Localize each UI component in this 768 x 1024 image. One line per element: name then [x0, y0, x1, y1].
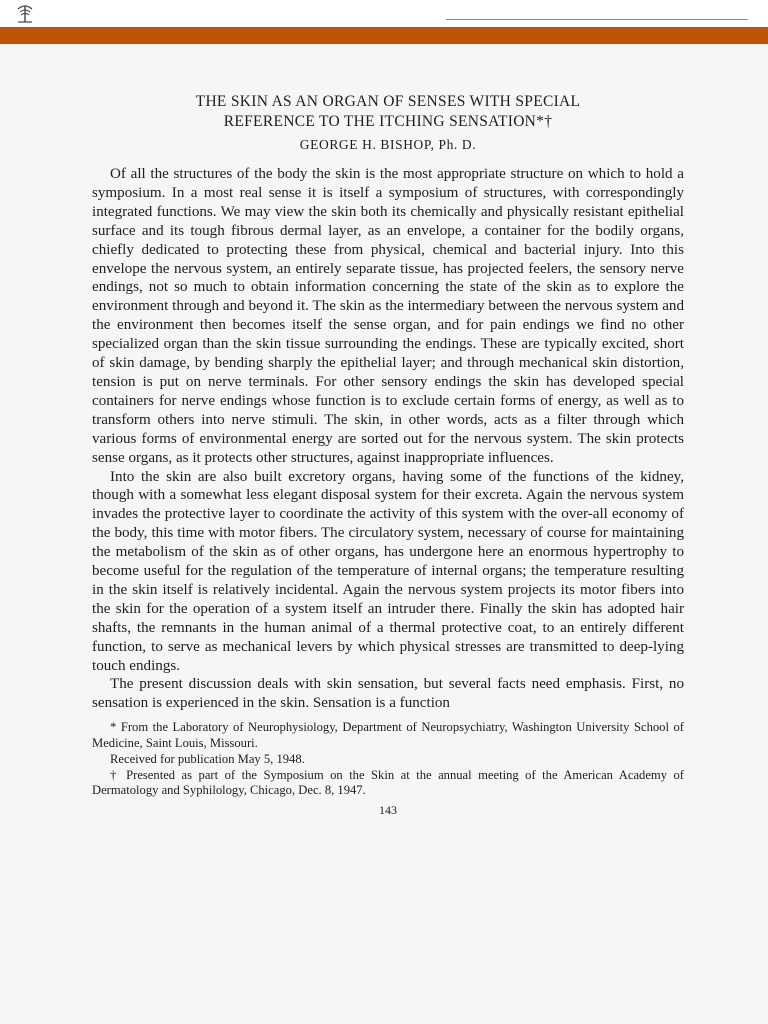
article-body: [92, 165, 684, 713]
header-rule: [446, 19, 748, 20]
page-number: 143: [379, 803, 397, 818]
footnotes: [92, 720, 684, 799]
tree-logo-icon: [14, 2, 36, 24]
title-line-2: REFERENCE TO THE ITCHING SENSATION*†: [223, 113, 553, 130]
paragraph: Into the skin are also built excretory organs, having some of the functions of the kidney, though with a somewhat less elegant disposal system for their excreta. Again the nervous system invades the protective layer to coordinate the activity of this system with the over-all economy of the body, this time with motor fibers. The circulatory system, necessary of course for maintaining the metabolism of the skin as of other organs, has undergone here an enormous hypertrophy to become useful for the regulation of the temperature of internal organs; the temperature resulting in the skin itself is relatively incidental. Again the nervous system projects its motor fibers into the skin for the operation of a system itself an intruder there. Finally the skin has adopted hair shafts, the remnants in the human animal of a thermal protective coat, to an entirely different function, to serve as mechanical levers by which physical stresses are transmitted to deep-lying touch endings.: [92, 468, 684, 674]
header-band: [0, 27, 768, 44]
paragraph: The present discussion deals with skin sensation, but several facts need emphasis. First, no sensation is experienced in the skin. Sensation is a function: [92, 676, 684, 712]
author-name: GEORGE H. BISHOP, Ph. D.: [299, 137, 477, 152]
title-line-1: THE SKIN AS AN ORGAN OF SENSES WITH SPECIAL: [195, 93, 581, 110]
paragraph: Of all the structures of the body the skin is the most appropriate structure on which to hold a symposium. In a most real sense it is itself a symposium of structures, with correspondingly integrated functions. We may view the skin both its chemically and physically resistant epithelial surface and its tough fibrous dermal layer, as an envelope, a container for the bodily organs, chiefly dedicated to protecting these from physical, chemical and bacterial injury. Into this envelope the nervous system, an entirely separate tissue, has projected feelers, the sensory nerve endings, not so much to obtain information concerning the state of the skin as to explore the environment through and beyond it. The skin as the intermediary between the nervous system and the environment then becomes itself the sense organ, and for pain endings we find no other specialized organ than the skin tissue surrounding the endings. These are typically excited, short of skin damage, by bending sharply the epithelial layer; and through mechanical skin distortion, tension is put on nerve terminals. For other sensory endings the skin has developed special containers for nerve endings whose function is to exclude certain forms of energy, as well as to transform others into nerve stimuli. The skin, in other words, acts as a filter through which various forms of environmental energy are sorted out for the nervous system. The skin protects sense organs, as it protects other structures, against inappropriate influences.: [92, 166, 684, 466]
article-title: [92, 92, 684, 132]
footnote: Received for publication May 5, 1948.: [110, 751, 305, 766]
footnote: * From the Laboratory of Neurophysiology, Department of Neuropsychiatry, Washington University School of Medicine, Saint Louis, Missouri.: [92, 720, 684, 751]
footnote: † Presented as part of the Symposium on the Skin at the annual meeting of the American Academy of Dermatology and Syphilology, Chicago, Dec. 8, 1947.: [92, 767, 684, 798]
article-page: [92, 92, 684, 818]
